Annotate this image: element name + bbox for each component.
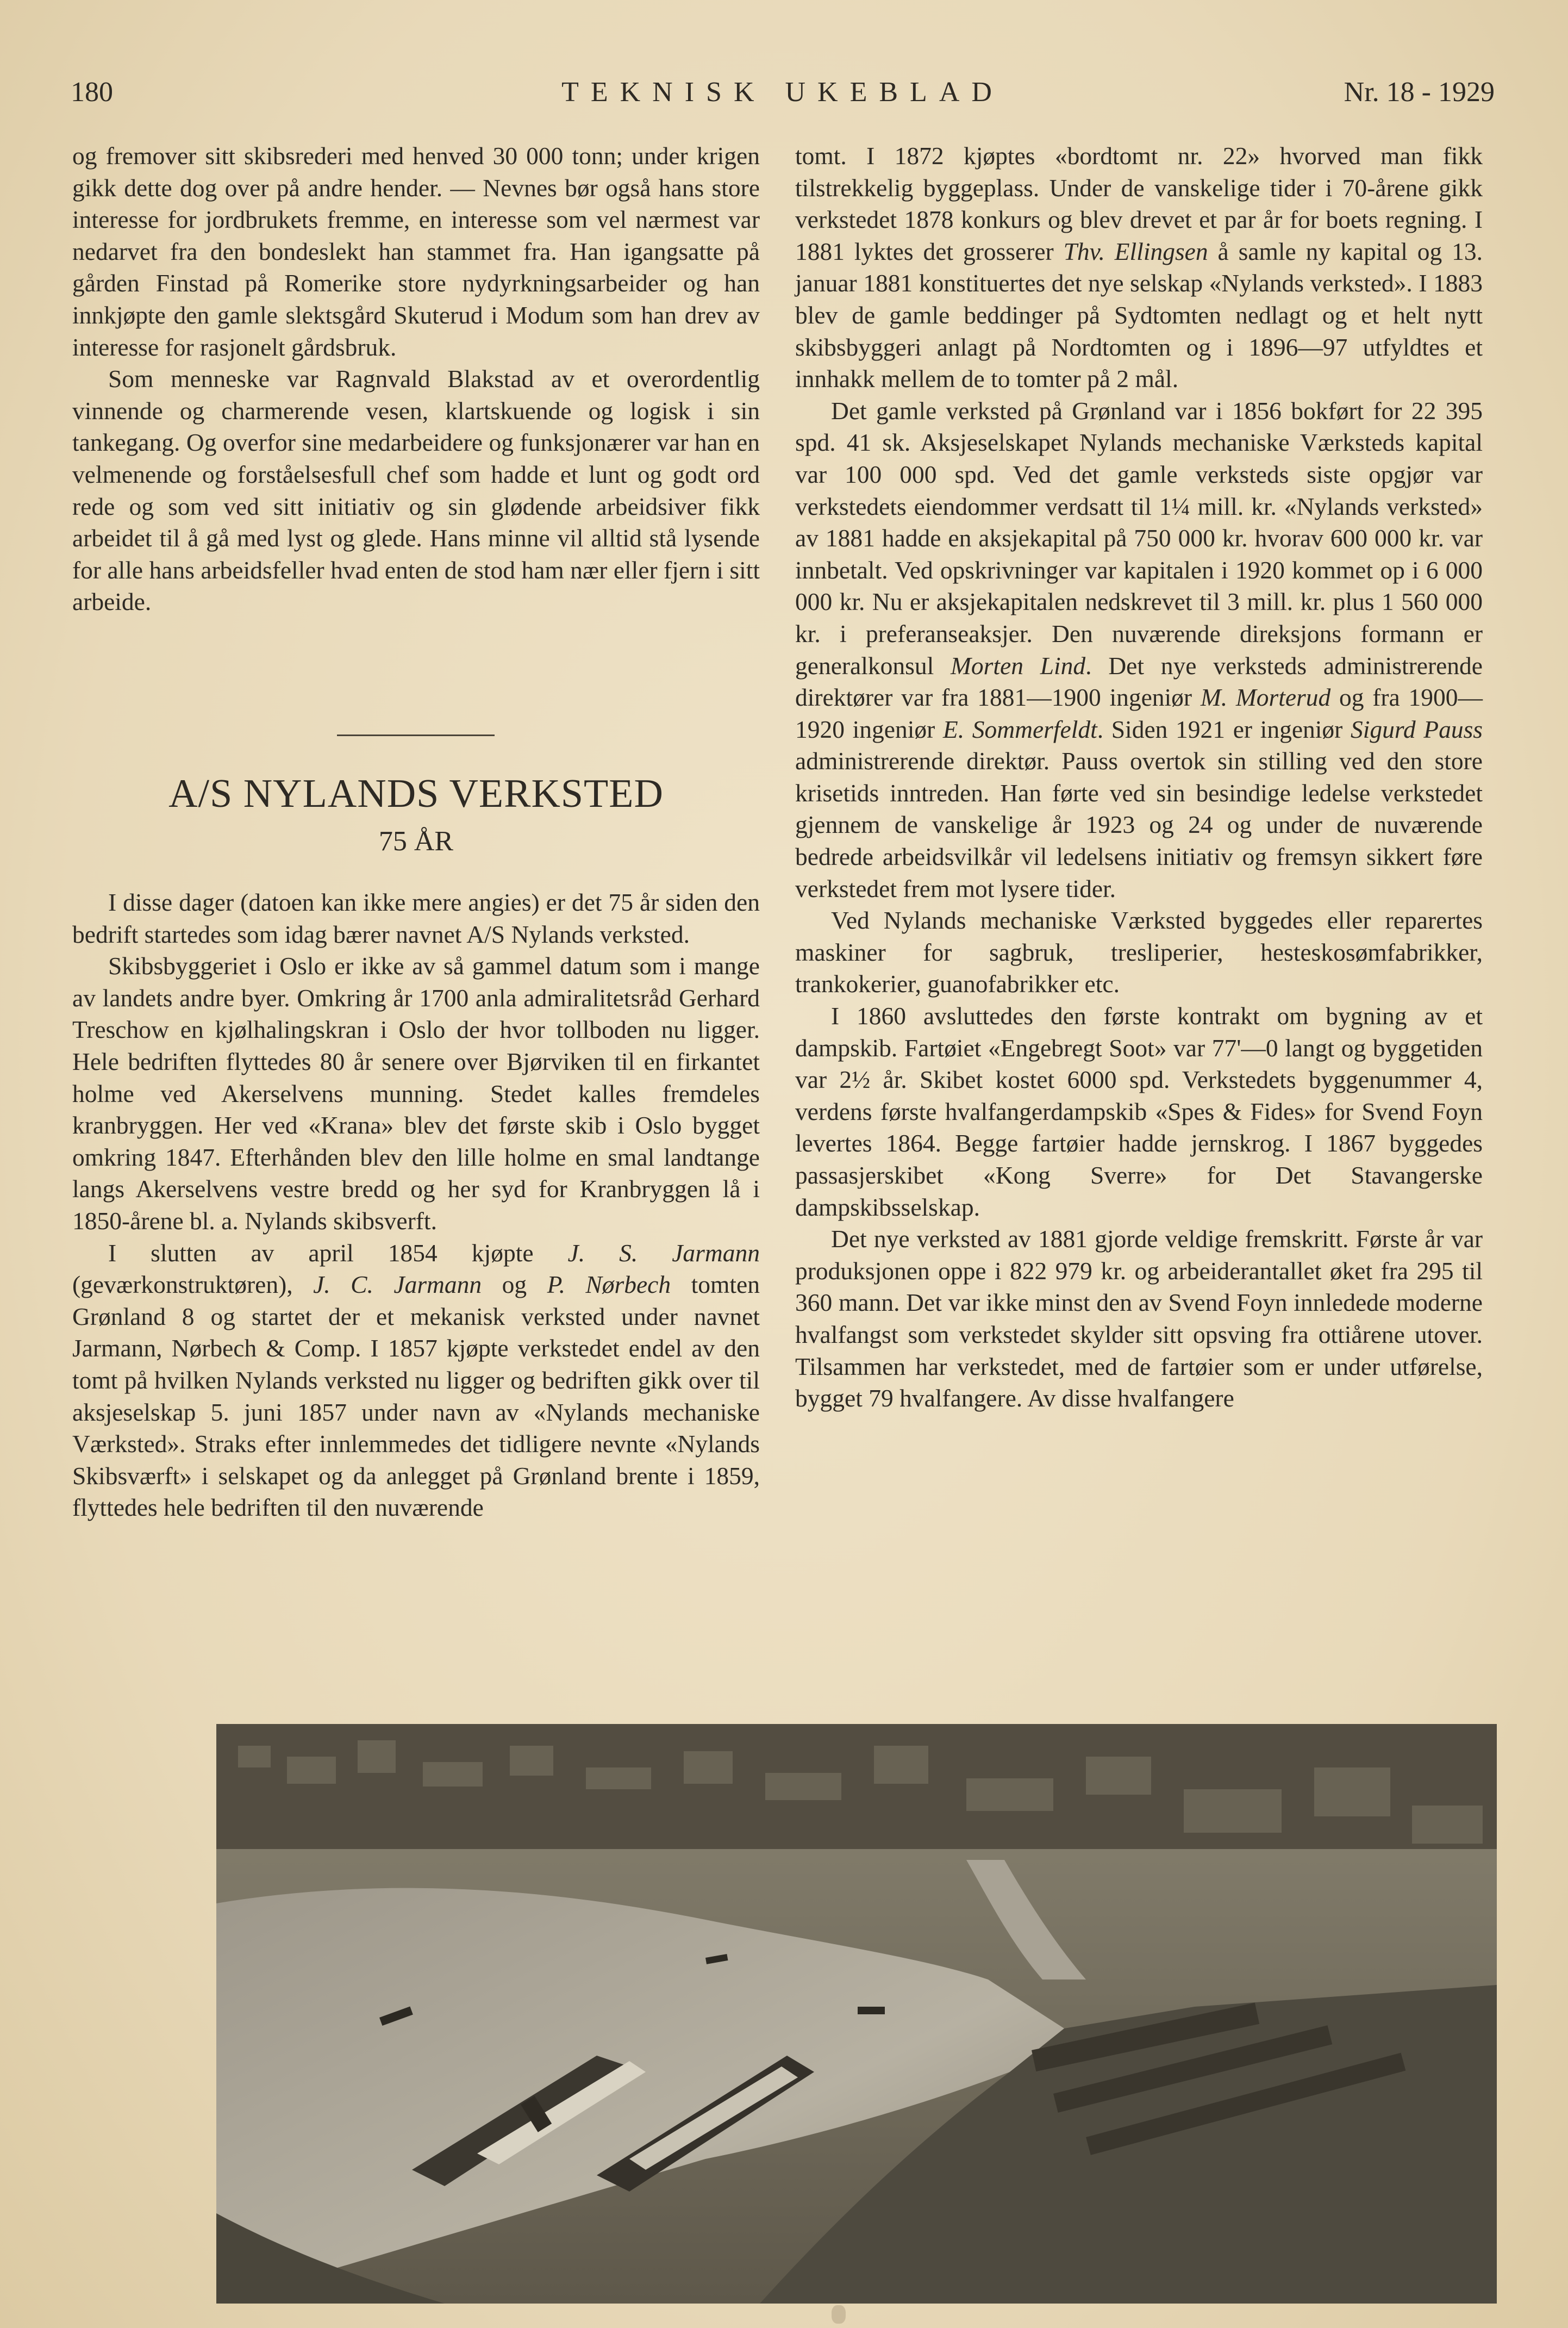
article-paragraph: I 1860 avsluttedes den første kontrakt om bygning av et dampskib. Fartøiet «Engebregt Soot» var 77'—0 langt og byggetiden var 2½ år. Skibet kostet 6000 spd. Verkstedets byggenummer 4, verdens første hvalfangerdampskib «Spes & Fides» for Svend Foyn levertes 1864. Begge fartøier hadde jernskrog. I 1867 byggedes passasjerskibet «Kong Sverre» for Det Stavangerske dampskibsselskap. (795, 1002, 1483, 1221)
article-paragraph: Skibsbyggeriet i Oslo er ikke av så gammel datum som i mange av landets andre byer. Omkring år 1700 anla admiralitetsråd Gerhard Treschow en kjølhalingskran i Oslo der hvor tollboden nu ligger. Hele bedriften flyttedes 80 år senere over Bjørviken til en firkantet holme ved Akerselvens munning. Stedet kalles fremdeles kranbryggen. Her ved «Krana» blev det første skib i Oslo bygget omkring 1847. Efterhånden blev den lille holme en smal landtange langs Akerselvens vestre bredd og her syd for Kranbryggen lå i 1850-årene bl. a. Nylands skibsverft. (72, 952, 760, 1235)
article-paragraph: I slutten av april 1854 kjøpte J. S. Jarmann (geværkonstruktøren), J. C. Jarmann og P. Nørbech tomten Grønland 8 og startet der et mekanisk verksted under navnet Jarmann, Nørbech & Comp. I 1857 kjøpte verkstedet endel av den tomt på hvilken Nylands verksted nu ligger og bedriften gikk over til aksjeselskap 5. juni 1857 under navn av «Nylands mechaniske Værksted». Straks efter innlemmedes det tidligere nevnte «Nylands Skibsværft» i selskapet og da anlegget på Grønland brente i 1859, flyttedes hele bedriften til den nuværende (72, 1238, 760, 1522)
person-name: Thv. Ellingsen (1063, 237, 1208, 265)
article-subtitle: 75 ÅR (378, 826, 454, 857)
paper-smudge (832, 2305, 846, 2324)
person-name: P. Nørbech (547, 1271, 671, 1299)
article-paragraph: Ved Nylands mechaniske Værksted byggedes eller reparertes maskiner for sagbruk, tresliperier, hesteskosømfabrikker, trankokerier, guanofabrikker etc. (795, 906, 1483, 998)
person-name: Sigurd Pauss (1350, 715, 1483, 743)
article-paragraph: Det nye verksted av 1881 gjorde veldige fremskritt. Første år var produksjonen oppe i 822 979 kr. og arbeiderantallet øket fra 295 til 360 mann. Det var ikke minst den av Svend Foyn innledede moderne hvalfangst som verkstedet skylder sitt opsving fra ottiårene utover. Tilsammen har verkstedet, med de fartøier som er under utførelse, bygget 79 hvalfangere. Av disse hvalfangere (795, 1225, 1483, 1412)
obituary-paragraph: Som menneske var Ragnvald Blakstad av et overordentlig vinnende og charmerende vesen, klartskuende og logisk i sin tankegang. Og overfor sine medarbeidere og funksjonærer var han en velmenende og forståelsesfull chef som hadde et lunt og godt ord rede og som ved sitt initiativ og sin glødende arbeidsiver fikk arbeidet til å gå med lyst og glede. Hans minne vil alltid stå lysende for alle hans arbeidsfeller hvad enten de stod ham nær eller fjern i sitt arbeide. (72, 365, 760, 616)
page-header (71, 76, 1495, 114)
right-column-article (795, 140, 1483, 1415)
person-name: M. Morterud (1200, 683, 1331, 712)
obituary-paragraph: og fremover sitt skibsrederi med henved 30 000 tonn; under krigen gikk dette dog over på andre hender. — Nevnes bør også hans store interesse for jordbrukets fremme, en interesse som vel nærmest var nedarvet fra den bondeslekt han stammet fra. Han igangsatte på gården Finstad på Romerike store nydyrkningsarbeider og han innkjøpte den gamle slektsgård Skuterud i Modum som han drev av interesse for rasjonelt gårdsbruk. (72, 142, 760, 361)
section-divider (337, 734, 495, 736)
issue-number: Nr. 18 - 1929 (1344, 77, 1495, 108)
article-title: A/S NYLANDS VERKSTED (168, 771, 664, 816)
person-name: Morten Lind (951, 651, 1086, 680)
article-paragraph: I disse dager (datoen kan ikke mere angies) er det 75 år siden den bedrift startedes som idag bærer navnet A/S Nylands verksted. (72, 888, 760, 948)
left-column-obituary (72, 140, 760, 618)
person-name: J. S. Jarmann (567, 1238, 760, 1267)
person-name: J. C. Jarmann (313, 1271, 482, 1299)
journal-title: TEKNISK UKEBLAD (561, 77, 1004, 108)
page-number: 180 (71, 77, 113, 108)
article-paragraph: Det gamle verksted på Grønland var i 1856 bokført for 22 395 spd. 41 sk. Aksjeselskapet Nylands mechaniske Værksteds kapital var 100 000 spd. Ved det gamle verksteds siste opgjør var verkstedets eiendommer verdsatt til 1¼ mill. kr. «Nylands verksted» av 1881 hadde en aksjekapital på 750 000 kr. hvorav 600 000 kr. var innbetalt. Ved opskrivninger var kapitalen i 1920 kommet op i 6 000 000 kr. Nu er aksjekapitalen nedskrevet til 3 mill. kr. plus 1 560 000 kr. i preferanseaksjer. Den nuværende direksjons formann er generalkonsul Morten Lind. Det nye verksteds administrerende direktører var fra 1881—1900 ingeniør M. Morterud og fra 1900—1920 ingeniør E. Sommerfeldt. Siden 1921 er ingeniør Sigurd Pauss administrerende direktør. Pauss overtok sin stilling ved den store krisetids inntreden. Han førte ved sin besindige ledelse verkstedet gjennem de vanskelige år 1923 og 24 og under de nuværende bedrede arbeidsvilkår vil ledelsens initiativ og fremsyn sikkert føre verkstedet frem mot lysere tider. (795, 396, 1483, 902)
aerial-photo-shipyard (216, 1724, 1497, 2304)
left-column-article (72, 887, 760, 1524)
article-paragraph: tomt. I 1872 kjøptes «bordtomt nr. 22» hvorved man fikk tilstrekkelig byggeplass. Under de vanskelige tider i 70-årene gikk verkstedet 1878 konkurs og blev drevet et par år for boets regning. I 1881 lyktes det grosserer Thv. Ellingsen å samle ny kapital og 13. januar 1881 konstituertes det nye selskap «Nylands verksted». I 1883 blev de gamle beddinger på Sydtomten nedlagt og et helt nytt skibsbyggeri anlagt på Nordtomten og i 1896—97 utfyldtes et innhakk mellem de to tomter på 2 mål. (795, 142, 1483, 393)
person-name: E. Sommerfeldt (942, 715, 1097, 743)
